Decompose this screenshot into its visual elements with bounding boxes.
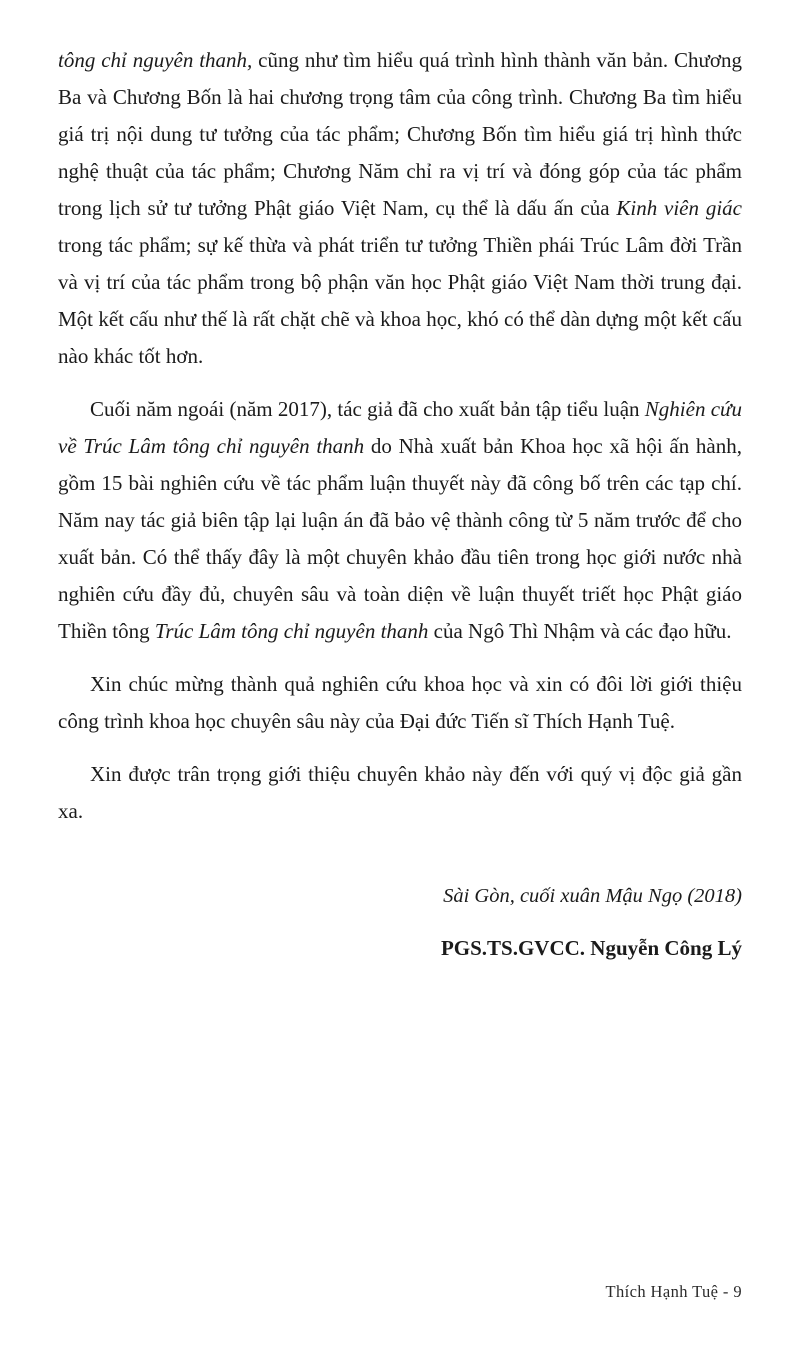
text-run: của Ngô Thì Nhậm và các đạo hữu. bbox=[428, 619, 732, 643]
italic-text-run: Trúc Lâm tông chỉ nguyên thanh bbox=[154, 619, 429, 643]
text-run: do Nhà xuất bản Khoa học xã hội ấn hành, gồm 15 bài nghiên cứu về tác phẩm luận thuyết này đã công bố trên các tạp chí. Năm nay tác giả biên tập lại luận án đã bảo vệ thành công từ 5 năm trước để cho xuất bản. Có thể thấy đây là một chuyên khảo đầu tiên trong học giới nước nhà nghiên cứu đầy đủ, chuyên sâu và toàn diện về luận thuyết triết học Phật giáo Thiền tông bbox=[58, 434, 742, 643]
text-run: Cuối năm ngoái (năm 2017), tác giả đã cho xuất bản tập tiểu luận bbox=[90, 397, 645, 421]
text-run: cũng như tìm hiểu quá trình hình thành văn bản. Chương Ba và Chương Bốn là hai chương trọng tâm của công trình. Chương Ba tìm hiểu giá trị nội dung tư tưởng của tác phẩm; Chương Bốn tìm hiểu giá trị hình thức nghệ thuật của tác phẩm; Chương Năm chỉ ra vị trí và đóng góp của tác phẩm trong lịch sử tư tưởng Phật giáo Việt Nam, cụ thể là dấu ấn của bbox=[58, 48, 742, 220]
signature-author: PGS.TS.GVCC. Nguyễn Công Lý bbox=[440, 936, 742, 960]
paragraph bbox=[58, 756, 742, 830]
signature-block bbox=[58, 878, 742, 967]
text-run: trong tác phẩm; sự kế thừa và phát triển tư tưởng Thiền phái Trúc Lâm đời Trần và vị trí của tác phẩm trong bộ phận văn học Phật giáo Việt Nam thời trung đại. Một kết cấu như thế là rất chặt chẽ và khoa học, khó có thể dàn dựng một kết cấu nào khác tốt hơn. bbox=[58, 233, 742, 368]
italic-text-run: Kinh viên giác bbox=[616, 196, 742, 220]
paragraph bbox=[58, 42, 742, 375]
italic-text-run: Nghiên cứu về Trúc Lâm tông chỉ nguyên thanh bbox=[58, 397, 742, 458]
paragraph bbox=[58, 391, 742, 650]
text-run: Xin chúc mừng thành quả nghiên cứu khoa học và xin có đôi lời giới thiệu công trình khoa học chuyên sâu này của Đại đức Tiến sĩ Thích Hạnh Tuệ. bbox=[58, 672, 742, 733]
page-footer-running-title: Thích Hạnh Tuệ - 9 bbox=[605, 1282, 742, 1301]
signature-place-date: Sài Gòn, cuối xuân Mậu Ngọ (2018) bbox=[443, 885, 742, 907]
paragraph bbox=[58, 666, 742, 740]
italic-text-run: tông chỉ nguyên thanh, bbox=[58, 48, 253, 72]
paragraphs-container bbox=[58, 42, 742, 830]
text-run: Xin được trân trọng giới thiệu chuyên khảo này đến với quý vị độc giả gần xa. bbox=[58, 762, 742, 823]
